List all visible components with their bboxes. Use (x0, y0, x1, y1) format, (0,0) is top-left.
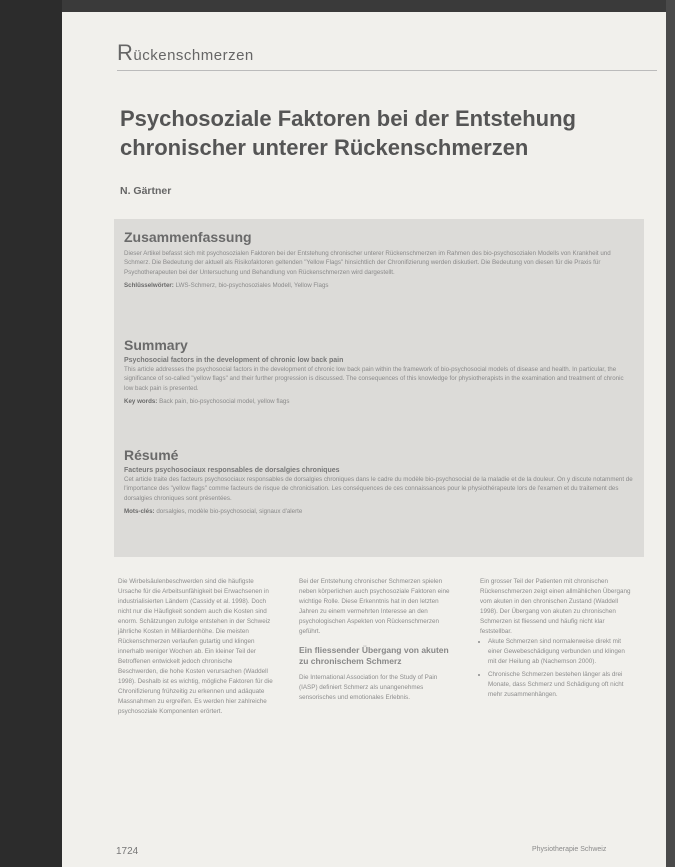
body-column-3 (480, 577, 635, 703)
section-header-initial: R (117, 40, 134, 65)
body-column-2 (299, 577, 454, 703)
document-page (62, 12, 666, 867)
article-author: N. Gärtner (120, 185, 172, 197)
body-paragraph: Die International Association for the Study of Pain (IASP) definiert Schmerz als unangenehmes sensorisches und emotionales Erlebnis. (299, 674, 438, 701)
scan-border-right (666, 0, 675, 867)
header-divider (117, 70, 657, 71)
list-item: • Akute Schmerzen sind normalerweise direkt mit einer Gewebeschädigung verbunden und klingen mit der Heilung ab (Nachemson 2000). (488, 637, 635, 667)
body-paragraph: Die Wirbelsäulenbeschwerden sind die häufigste Ursache für die Arbeitsunfähigkeit bei Erwachsenen in industrialisierten Ländern (Cassidy et al. 1998). Doch nicht nur die Häufigkeit sondern auch die Kosten sind enorm. Schätzungen zufolge entstehen in der Schweiz jährliche Kosten in Milliardenhöhe. Die meisten Rückenschmerzen verlaufen gutartig und klingen innerhalb weniger Wochen ab. Ein kleiner Teil der Betroffenen entwickelt jedoch chronische Beschwerden, die hohe Kosten verursachen (Waddell 1998). Deshalb ist es wichtig, mögliche Faktoren für die Chronifizierung frühzeitig zu erkennen und adäquate Massnahmen zu ergreifen. Es werden hier zahlreiche psychosoziale Komponenten erörtert. (118, 578, 273, 715)
keywords-value: dorsalgies, modèle bio-psychosocial, signaux d'alerte (156, 508, 303, 516)
body-paragraph: Bei der Entstehung chronischer Schmerzen spielen neben körperlichen auch psychosoziale Faktoren eine wichtige Rolle. Diese Erkenntnis hat in den letzten Jahren zu einem vermehrten Interesse an den psychologischen Aspekten von Rückenschmerzen geführt. (299, 578, 450, 635)
abstract-french-heading: Résumé (124, 447, 179, 463)
abstract-english-subtitle: Psychosocial factors in the development of chronic low back pain (124, 357, 344, 364)
abstract-box (114, 219, 644, 557)
keywords-value: Back pain, bio-psychosocial model, yellow flags (159, 398, 290, 406)
keywords-label: Schlüsselwörter: (124, 282, 174, 290)
list-item: • Chronische Schmerzen bestehen länger als drei Monate, dass Schmerz und Schädigung oft nicht mehr zusammenhängen. (488, 670, 635, 700)
keywords-label: Key words: (124, 398, 158, 406)
journal-name: Physiotherapie Schweiz (532, 846, 607, 853)
scan-border-left (0, 0, 62, 867)
abstract-german-text: Dieser Artikel befasst sich mit psychosozialen Faktoren bei der Entstehung chronischer unterer Rückenschmerzen im Rahmen des bio-psychosozialen Modells von Krankheit und Schmerz. Die Bedeutung der aktuell als Risikofaktoren geltenden "Yellow Flags" hinsichtlich der Chronifizierung werden diskutiert. Die Bedeutung von diesen für die Praxis für Psychotherapeuten bei der Untersuchung und Behandlung von Rückenschmerzen wird dargestellt. (124, 250, 611, 276)
abstract-french-text: Cet article traite des facteurs psychosociaux responsables de dorsalgies chroniques dans le cadre du modèle bio-psychosocial de la maladie et de la douleur. On y discute notamment de l'importance des "yellow flags" comme facteurs de risque de chronicisation. Les conséquences de ces connaissances pour le physiothérapeute lors de l'examen et du traitement des dorsalgies chroniques sont présentées. (124, 476, 633, 502)
abstract-german (124, 229, 634, 289)
article-title: Psychosoziale Faktoren bei der Entstehung chronischer unterer Rückenschmerzen (120, 106, 576, 160)
abstract-german-heading: Zusammenfassung (124, 229, 252, 245)
keywords-value: LWS-Schmerz, bio-psychosoziales Modell, Yellow Flags (175, 282, 329, 290)
abstract-english-text: This article addresses the psychosocial factors in the development of chronic low back pain within the framework of bio-psychosocial models of disease and health. In particular, the significance of so-called "yellow flags" and their further progression is discussed. The consequences of this knowledge for physiotherapists in the examination and treatment of chronic low back pain is presented. (124, 366, 624, 392)
section-header-rest: ückenschmerzen (133, 47, 254, 64)
section-header (117, 40, 254, 66)
page-number: 1724 (116, 846, 139, 857)
abstract-english-heading: Summary (124, 337, 188, 353)
abstract-french (124, 447, 634, 515)
keywords-label: Mots-clés: (124, 508, 155, 516)
abstract-english-keywords (124, 398, 634, 405)
bullet-list (480, 637, 635, 700)
abstract-english (124, 337, 634, 405)
abstract-french-keywords (124, 508, 634, 515)
body-column-1 (118, 577, 273, 717)
body-paragraph: Ein grosser Teil der Patienten mit chronischen Rückenschmerzen zeigt einen allmählichen Übergang vom akuten in den chronischen Zustand (Waddell 1998). Der Übergang von akuten zu chronischen Schmerzen ist fliessend und häufig nicht klar feststellbar. (480, 578, 631, 635)
abstract-french-subtitle: Facteurs psychosociaux responsables de dorsalgies chroniques (124, 467, 340, 474)
subsection-heading: Ein fliessender Übergang von akuten zu chronischem Schmerz (299, 645, 449, 666)
abstract-german-keywords (124, 282, 634, 289)
